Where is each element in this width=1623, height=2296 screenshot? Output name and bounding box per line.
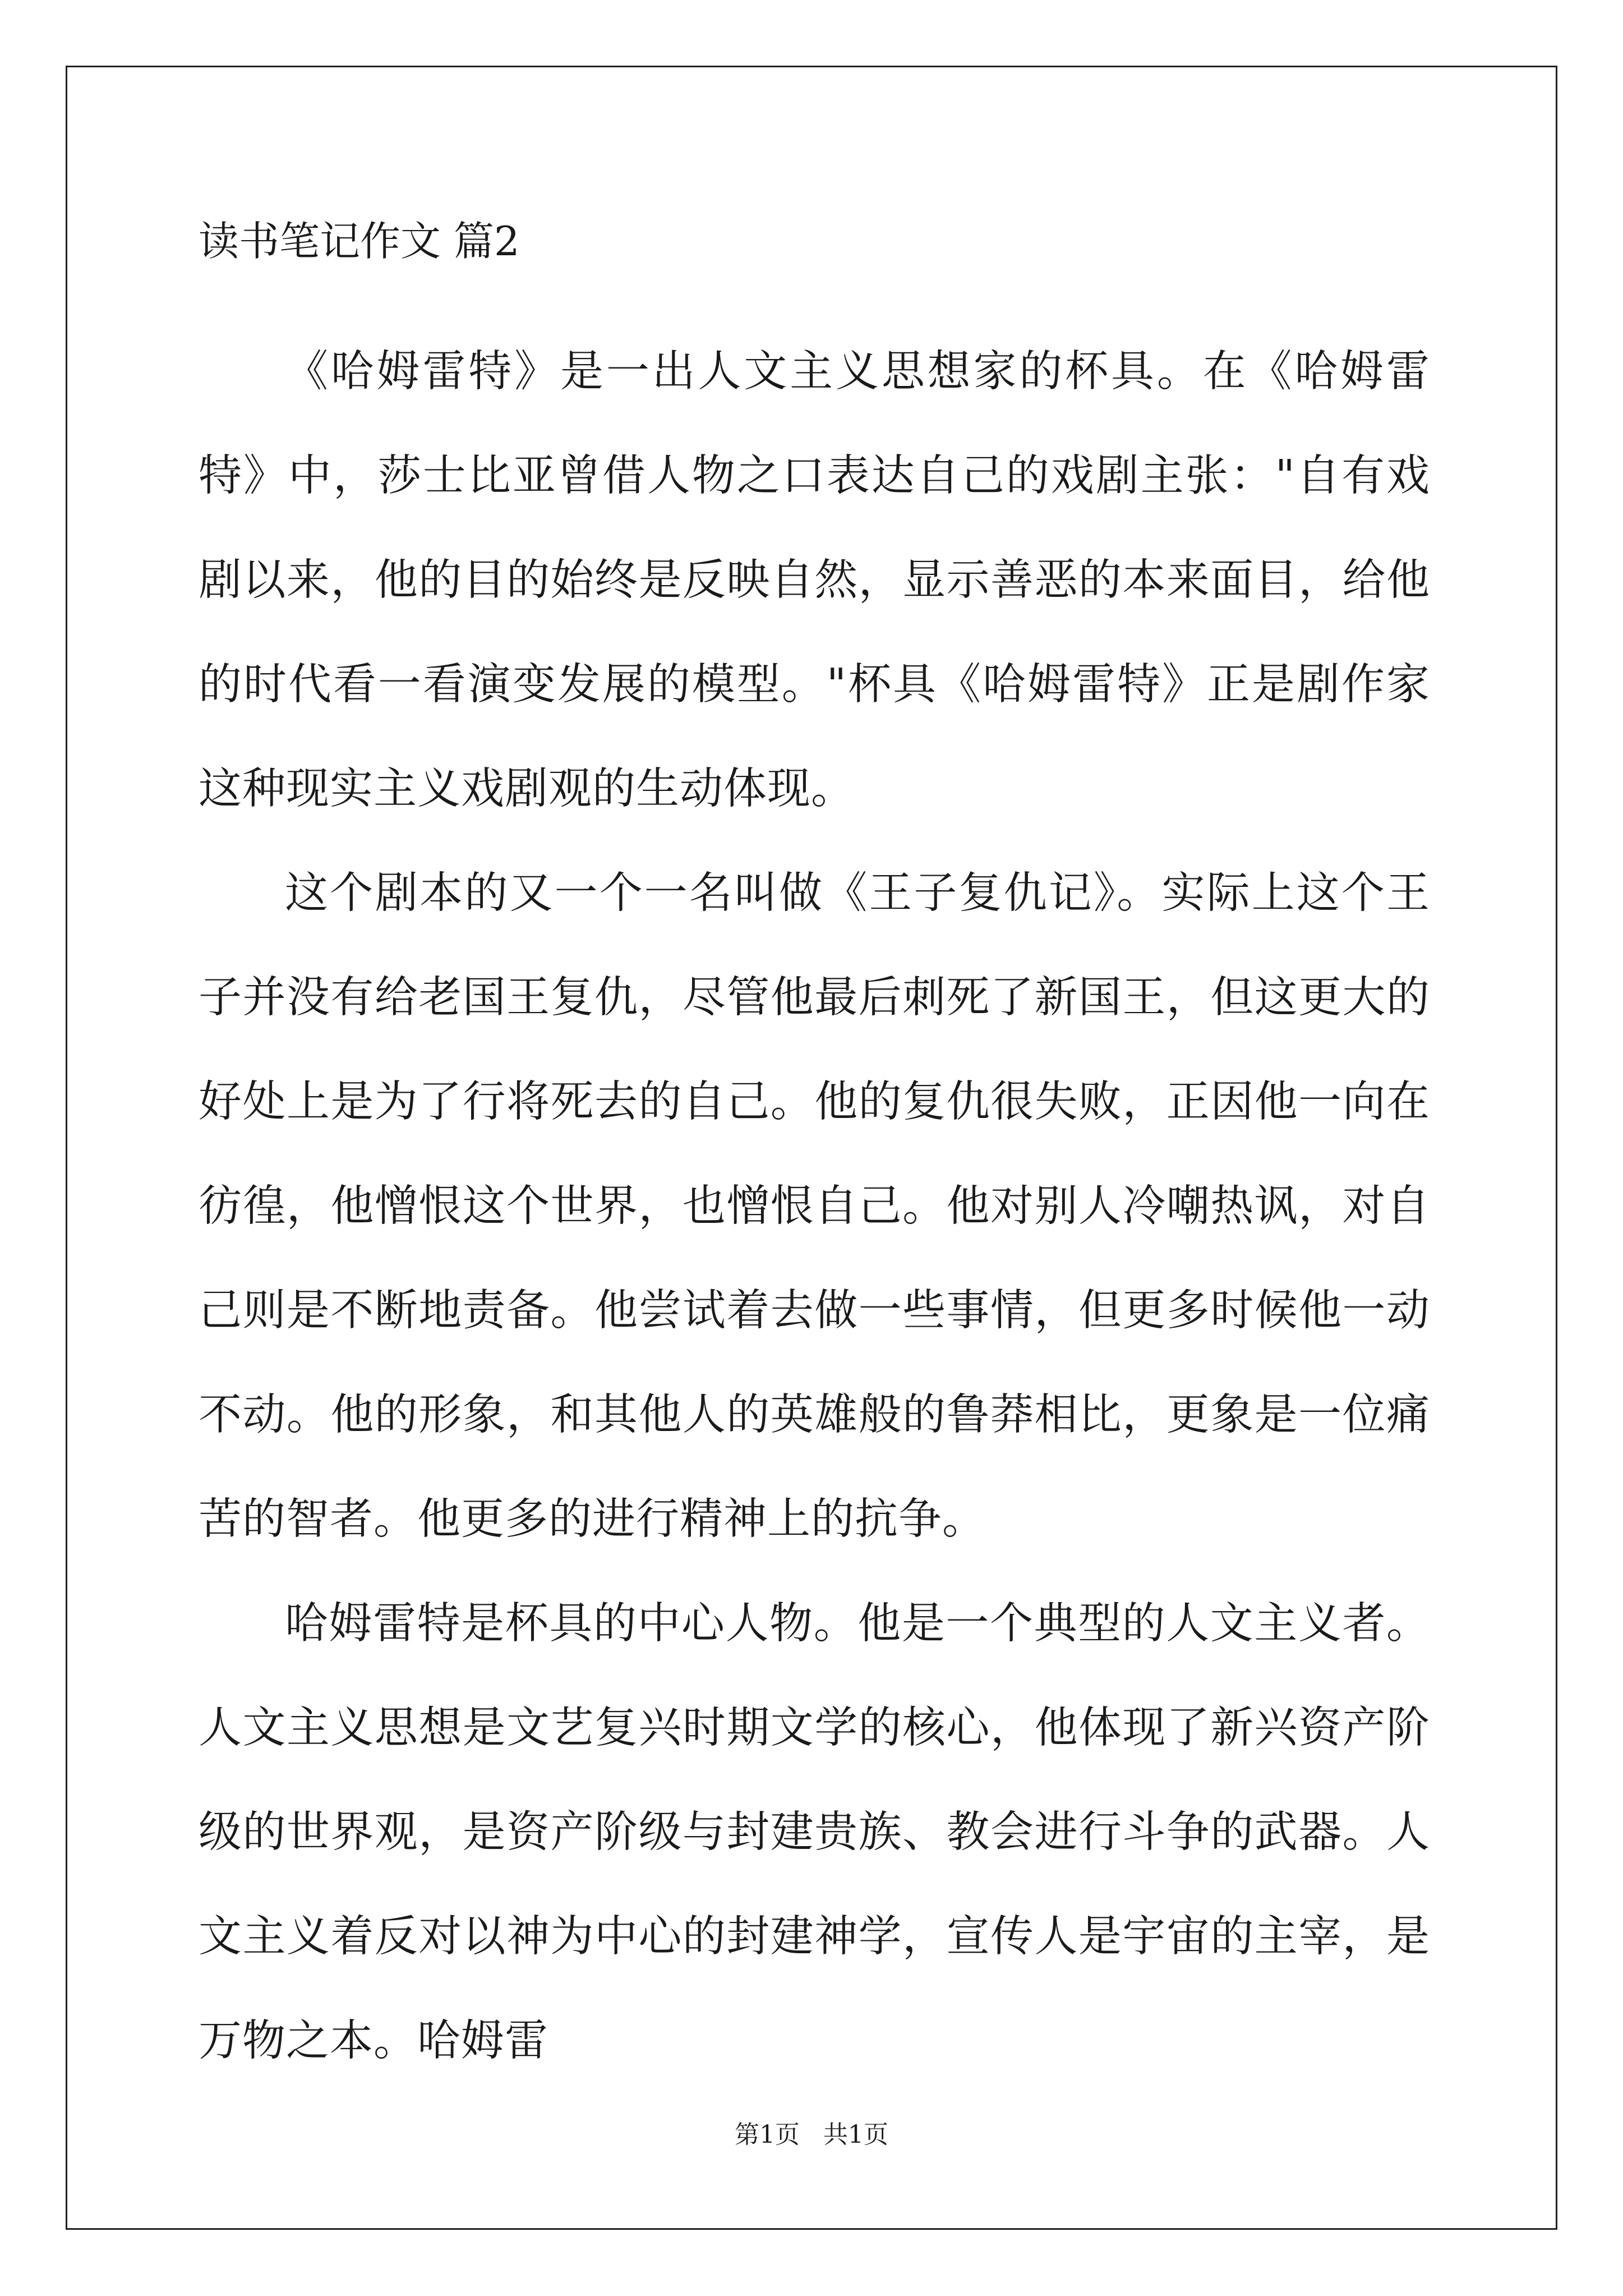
- paragraph-2: 这个剧本的又一个一名叫做《王子复仇记》。实际上这个王子并没有给老国王复仇，尽管他最后刺死了新国王，但这更大的好处上是为了行将死去的自己。他的复仇很失败，正因他一向在彷徨，他憎恨这个世界，也憎恨自己。他对别人冷嘲热讽，对自己则是不断地责备。他尝试着去做一些事情，但更多时候他一动不动。他的形象，和其他人的英雄般的鲁莽相比，更象是一位痛苦的智者。他更多的进行精神上的抗争。: [199, 868, 1430, 1544]
- page-number-footer: 第1页 共1页: [735, 2120, 888, 2149]
- document-heading: 读书笔记作文 篇2: [199, 218, 520, 265]
- paragraph-3: 哈姆雷特是杯具的中心人物。他是一个典型的人文主义者。人文主义思想是文艺复兴时期文学的核心，他体现了新兴资产阶级的世界观，是资产阶级与封建贵族、教会进行斗争的武器。人文主义着反对以神为中心的封建神学，宣传人是宇宙的主宰，是万物之本。哈姆雷: [199, 1599, 1430, 2066]
- paragraph-1: 《哈姆雷特》是一出人文主义思想家的杯具。在《哈姆雷特》中，莎士比亚曾借人物之口表达自己的戏剧主张："自有戏剧以来，他的目的始终是反映自然，显示善恶的本来面目，给他的时代看一看演变发展的模型。"杯具《哈姆雷特》正是剧作家这种现实主义戏剧观的生动体现。: [199, 347, 1430, 814]
- document-body: [199, 213, 1430, 2093]
